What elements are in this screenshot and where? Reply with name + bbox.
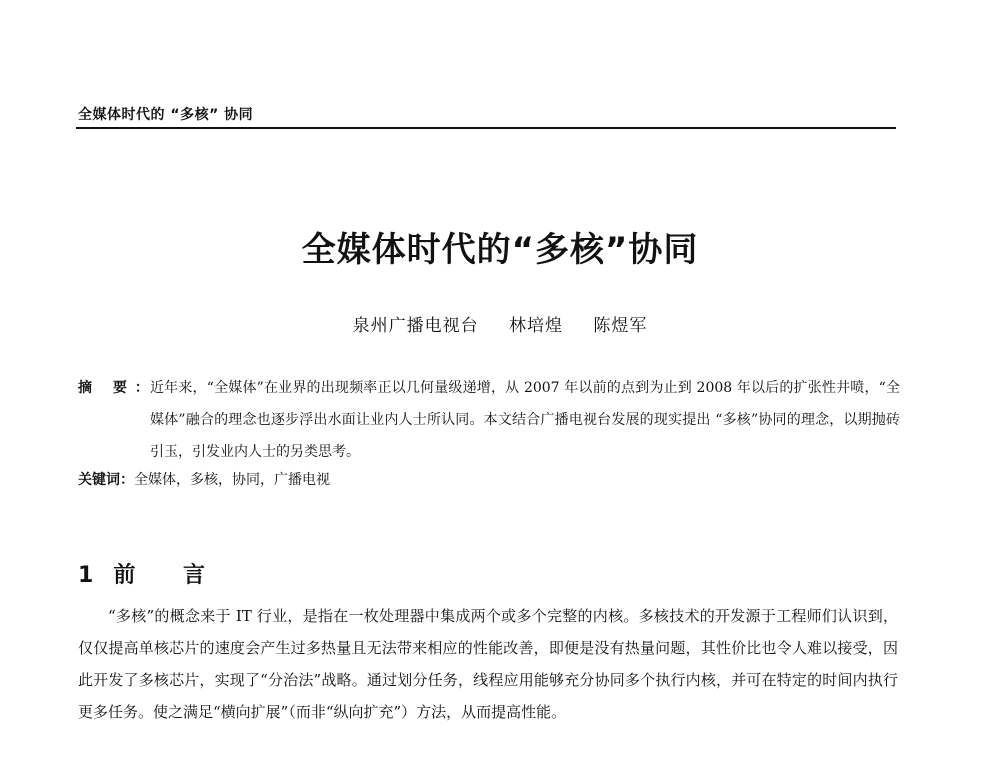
paper-title: 全媒体时代的“多核”协同 (301, 230, 699, 270)
abstract-text: 近年来，“全媒体”在业界的出现频率正以几何量级递增，从 2007 年以前的点到为止到 2008 年以后的扩张性井喷，“全媒体”融合的理念也逐步浮出水面让业内人士所认同。本文结合广播电视台发展的现实提出 “多核”协同的理念，以期抛砖引玉，引发业内人士的另类思考。 (150, 380, 900, 460)
running-header: 全媒体时代的 “多核” 协同 (78, 107, 254, 123)
keywords-label: 关键词： (78, 472, 134, 488)
abstract (78, 372, 900, 468)
section-paragraph: “多核”的概念来于 IT 行业，是指在一枚处理器中集成两个或多个完整的内核。多核技术的开发源于工程师们认识到，仅仅提高单核芯片的速度会产生过多热量且无法带来相应的性能改善，即便是没有热量问题，其性价比也令人难以接受，因此开发了多核芯片，实现了“分治法”战略。通过划分任务，线程应用能够充分协同多个执行内核，并可在特定的时间内执行更多任务。使之满足“横向扩展”（而非“纵向扩充”）方法，从而提高性能。 (78, 607, 898, 721)
author-name-1: 林培煌 (509, 316, 563, 336)
affiliation: 泉州广播电视台 (352, 316, 479, 336)
section-heading (78, 558, 225, 589)
section-title: 前 言 (113, 563, 225, 588)
abstract-label: 摘 要： (78, 380, 157, 396)
author-line (0, 311, 1000, 336)
keywords-text: 全媒体，多核，协同，广播电视 (134, 472, 330, 488)
section-number: 1 (78, 563, 96, 588)
author-name-2: 陈煜军 (593, 316, 648, 336)
header-rule (76, 127, 896, 129)
keywords (78, 466, 330, 494)
